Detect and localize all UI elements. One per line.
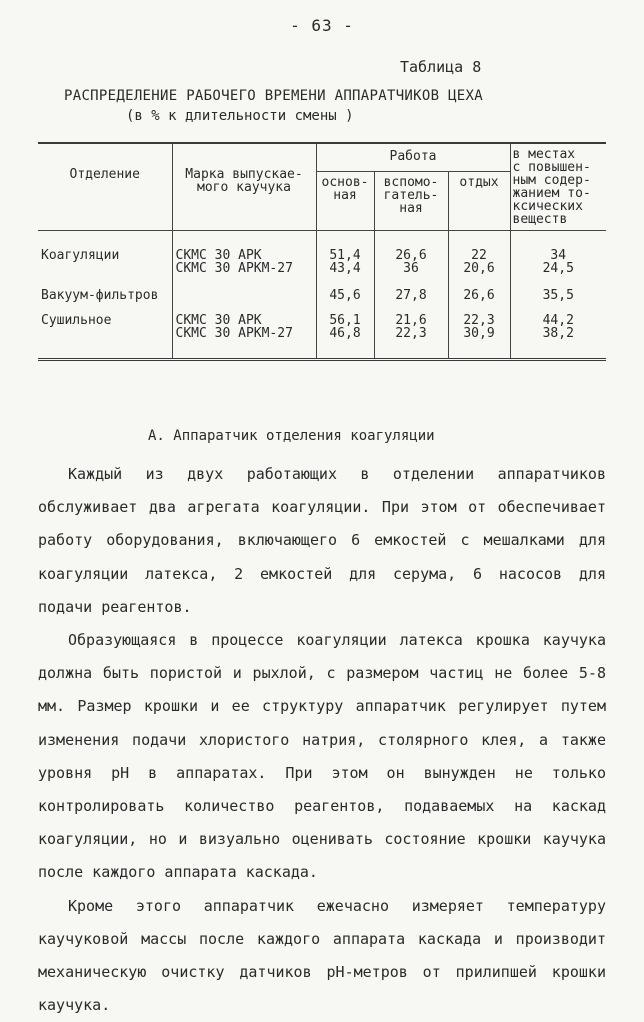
- header-department: Отделение: [38, 143, 172, 231]
- cell-rest: 26,6: [448, 275, 510, 302]
- paragraph: Кроме этого аппаратчик ежечасно измеряет температуру каучуковой массы после каждого аппарата каскада и производит механическую очистку датчиков рН-метров от прилипшей крошки каучука.: [38, 896, 606, 1015]
- cell-toxic: 35,5: [510, 275, 606, 302]
- cell-grade: [172, 275, 316, 302]
- table-row: [38, 231, 606, 276]
- cell-rest: 22 20,6: [448, 231, 510, 276]
- table-title: РАСПРЕДЕЛЕНИЕ РАБОЧЕГО ВРЕМЕНИ АППАРАТЧИКОВ ЦЕХА: [64, 88, 483, 104]
- header-rest: отдых: [448, 172, 510, 231]
- cell-toxic: 44,2 38,2: [510, 302, 606, 360]
- cell-main: 51,4 43,4: [316, 231, 374, 276]
- cell-department: Коагуляции: [41, 248, 120, 263]
- header-work: Работа: [316, 143, 510, 172]
- work-time-table: [38, 142, 606, 361]
- paragraph: Образующаяся в процессе коагуляции латекса крошка каучука должна быть пористой и рыхлой, с размером частиц не более 5-8 мм. Размер крошки и ее структуру аппаратчик регулирует путем изменения подачи хлористого натрия, столярного клея, а также уровня рН в аппаратах. При этом он вынужден не только контролировать количество реагентов, подаваемых на каскад коагуляции, но и визуально оценивать состояние крошки каучука после каждого аппарата каскада.: [38, 631, 606, 882]
- table-subtitle: (в % к длительности смены ): [126, 108, 354, 124]
- page-number: - 63 -: [290, 16, 354, 35]
- cell-department: Сушильное: [38, 302, 172, 360]
- cell-toxic: 34 24,5: [510, 231, 606, 276]
- header-auxiliary: вспомо- гатель- ная: [374, 172, 448, 231]
- cell-main: 45,6: [316, 275, 374, 302]
- cell-grade: СКМС 30 АРК СКМС 30 АРКМ-27: [172, 302, 316, 360]
- cell-rest: 22,3 30,9: [448, 302, 510, 360]
- cell-auxiliary: 27,8: [374, 275, 448, 302]
- cell-department: Вакуум-фильтров: [41, 288, 159, 303]
- header-grade: Марка выпускае- мого каучука: [172, 143, 316, 231]
- paragraph: Каждый из двух работающих в отделении аппаратчиков обслуживает два агрегата коагуляции. При этом от обеспечивает работу оборудования, включающего 6 емкостей с мешалками для коагуляции латекса, 2 емкостей для серума, 6 насосов для подачи реагентов.: [38, 465, 606, 616]
- cell-auxiliary: 21,6 22,3: [374, 302, 448, 360]
- cell-grade: СКМС 30 АРК СКМС 30 АРКМ-27: [172, 231, 316, 276]
- section-heading: А. Аппаратчик отделения коагуляции: [148, 428, 435, 444]
- body-text: [38, 458, 606, 1022]
- header-main: основ- ная: [316, 172, 374, 231]
- table-label: Таблица 8: [400, 58, 482, 76]
- cell-main: 56,1 46,8: [316, 302, 374, 360]
- table-row: [38, 275, 606, 302]
- cell-auxiliary: 26,6 36: [374, 231, 448, 276]
- table-row: [38, 302, 606, 360]
- header-toxic: в местах с повышен- ным содер- жанием то- ксических веществ: [510, 143, 606, 231]
